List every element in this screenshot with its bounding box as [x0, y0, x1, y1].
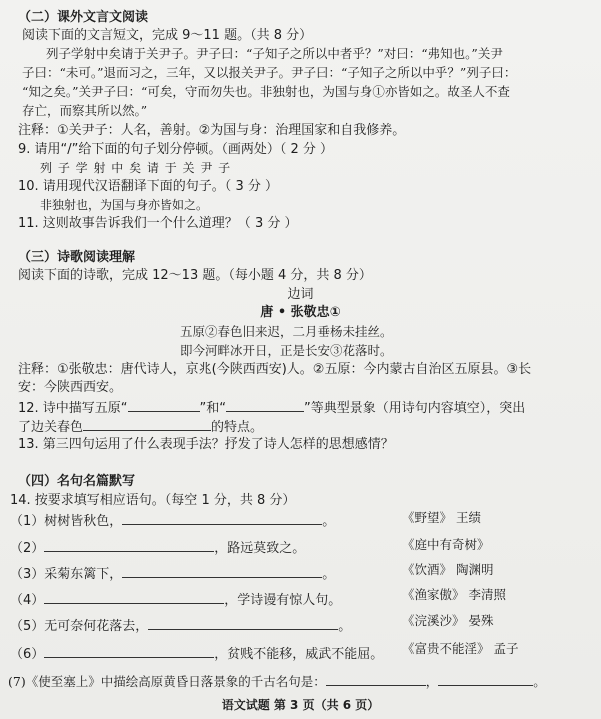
- question-10: 10. 请用现代汉语翻译下面的句子。（ 3 分 ）: [18, 179, 278, 194]
- q12-blank-3[interactable]: [83, 418, 211, 431]
- q12-blank-2[interactable]: [226, 399, 304, 412]
- passage-line-1: 列子学射中矣请于关尹子。尹子曰：“子知子之所以中者乎？”对曰：“弗知也。”关尹: [46, 46, 503, 61]
- poem-line-2: 即今河畔冰开日，正是长安③花落时。: [180, 343, 393, 358]
- poem-author: 唐 • 张敬忠①: [260, 305, 341, 320]
- dictation-item-5: （5）无可奈何花落去， 。: [10, 619, 352, 634]
- dictation-source-6: 《富贵不能淫》 孟子: [402, 641, 519, 656]
- dictation-blank-3[interactable]: [122, 565, 322, 578]
- section4-heading: （四）名句名篇默写: [18, 474, 136, 489]
- dictation-source-2: 《庭中有奇树》: [402, 537, 490, 552]
- section3-note-1: 注释：①张敬忠：唐代诗人，京兆(今陕西西安)人。②五原：今内蒙古自治区五原县。③长: [18, 362, 532, 377]
- dictation-source-5: 《浣溪沙》 晏殊: [402, 613, 494, 628]
- passage-line-2: 子曰：“未可。”退而习之，三年，又以报关尹子。尹子曰：“子知子之所以中乎？”列子曰：: [22, 65, 517, 80]
- question-12: 12. 诗中描写五原“ ”和“ ”等典型景象（用诗句内容填空），突出: [18, 401, 526, 416]
- section2-heading: （二）课外文言文阅读: [18, 10, 149, 25]
- section2-note: 注释：①关尹子：人名，善射。②为国与身：治理国家和自我修养。: [18, 123, 406, 138]
- dictation-item-2: （2） ，路远莫致之。: [10, 541, 306, 556]
- passage-line-4: 存亡，而察其所以然。”: [22, 103, 148, 118]
- section3-heading: （三）诗歌阅读理解: [18, 250, 136, 265]
- dictation-item-1: （1）树树皆秋色， 。: [10, 514, 336, 529]
- dictation-blank-4[interactable]: [44, 591, 224, 604]
- poem-line-1: 五原②春色旧来迟，二月垂杨未挂丝。: [180, 324, 393, 339]
- dictation-source-3: 《饮酒》 陶渊明: [402, 562, 494, 577]
- question-11: 11. 这则故事告诉我们一个什么道理？（ 3 分 ）: [18, 216, 298, 231]
- page-footer: 语文试题 第 3 页（共 6 页）: [221, 698, 380, 712]
- dictation-blank-2[interactable]: [44, 539, 214, 552]
- dictation-blank-1[interactable]: [122, 512, 322, 525]
- passage-line-3: “知之矣。”关尹子曰：“可矣，守而勿失也。非独射也，为国与身①亦皆如之。故圣人不查: [22, 84, 510, 99]
- dictation-blank-7a[interactable]: [326, 673, 426, 686]
- dictation-source-1: 《野望》 王绩: [402, 510, 481, 525]
- question-9: 9. 请用“/”给下面的句子划分停顿。（画两处）（ 2 分 ）: [18, 142, 334, 157]
- dictation-item-4: （4） ，学诗谩有惊人句。: [10, 593, 342, 608]
- dictation-blank-7b[interactable]: [438, 673, 533, 686]
- dictation-item-7: (7)《使至塞上》中描绘高原黄昏日落景象的千古名句是： ， 。: [8, 674, 546, 689]
- dictation-blank-5[interactable]: [148, 617, 338, 630]
- question-9-sentence: 列 子 学 射 中 矣 请 于 关 尹 子: [40, 161, 232, 175]
- dictation-item-6: （6） ，贫贱不能移，威武不能屈。: [10, 647, 384, 662]
- poem-title: 边词: [287, 287, 314, 302]
- section3-note-2: 安：今陕西西安。: [18, 380, 123, 395]
- dictation-item-3: （3）采菊东篱下， 。: [10, 567, 336, 582]
- question-10-sentence: 非独射也，为国与身亦皆如之。: [40, 198, 209, 212]
- question-14: 14. 按要求填写相应语句。（每空 1 分，共 8 分）: [10, 493, 296, 508]
- dictation-blank-6[interactable]: [44, 645, 214, 658]
- dictation-source-4: 《渔家傲》 李清照: [402, 587, 506, 602]
- q12-blank-1[interactable]: [128, 399, 200, 412]
- section3-instruction: 阅读下面的诗歌，完成 12～13 题。（每小题 4 分，共 8 分）: [18, 268, 372, 283]
- section2-instruction: 阅读下面的文言短文，完成 9～11 题。（共 8 分）: [22, 28, 313, 43]
- question-13: 13. 第三四句运用了什么表现手法？抒发了诗人怎样的思想感情？: [18, 437, 394, 452]
- question-12-continued: 了边关春色 的特点。: [18, 420, 264, 435]
